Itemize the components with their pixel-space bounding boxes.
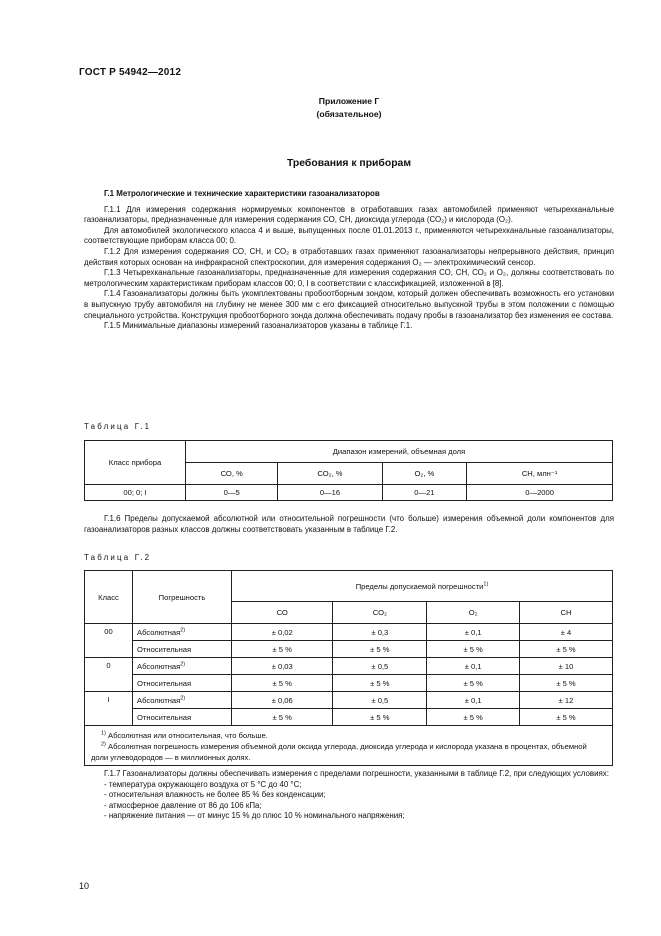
table2-cell: ± 0,03 bbox=[232, 658, 333, 675]
document-header: ГОСТ Р 54942—2012 bbox=[79, 67, 182, 78]
table-g2 bbox=[84, 570, 613, 766]
paragraph-eco-class4: Для автомобилей экологического класса 4 и выше, выпущенных после 01.01.2013 г., применяются четырехканальные газоанализаторы, соответствующие приборам класса 00; 0. bbox=[84, 225, 614, 246]
paragraph-g116: Г.1.6 Пределы допускаемой абсолютной или относительной погрешности (что больше) измерения объемной доли компонентов для газоанализаторов разных классов должны соответствовать указанным в таблице Г.2. bbox=[84, 514, 614, 534]
appendix-heading bbox=[79, 95, 619, 121]
table2-cell: ± 5 % bbox=[232, 709, 333, 726]
table2-limits-note-ref: 1) bbox=[483, 580, 489, 587]
table2-cell: ± 5 % bbox=[427, 709, 520, 726]
table1-cell: 0—2000 bbox=[467, 485, 613, 501]
table-row bbox=[85, 658, 613, 675]
table2-cell: ± 5 % bbox=[333, 709, 427, 726]
table2-cell: ± 0,1 bbox=[427, 658, 520, 675]
table2-cell: ± 4 bbox=[520, 624, 613, 641]
paragraph-g113: Г.1.3 Четырехканальные газоанализаторы, предназначенные для измерения содержания СО, СН, СО₂ и О₂, должны соответствовать по метрологическим характеристикам приборам классов 00; 0, I в соответствии с классификацией, изложенной в [8]. bbox=[84, 268, 614, 288]
table2-col-co2: СО₂ bbox=[333, 602, 427, 624]
paragraph-g112: Г.1.2 Для измерения содержания СО, СН, и СО₂ в отработавших газах применяют газоанализаторы непрерывного действия, принцип действия которых основан на инфракрасной спектроскопии, для измерения содержания О₂ — электрохимический сенсор. bbox=[84, 246, 614, 267]
body-text-block-3 bbox=[84, 769, 614, 822]
table2-error-type: Относительная bbox=[133, 675, 232, 692]
page-number: 10 bbox=[79, 881, 90, 891]
footnote-ref: 2) bbox=[101, 741, 106, 748]
table2-col-co: СО bbox=[232, 602, 333, 624]
note-text: Абсолютная или относительная, что больше. bbox=[108, 731, 268, 740]
table2-cell: ± 5 % bbox=[520, 641, 613, 658]
error-type-label: Абсолютная bbox=[137, 661, 181, 671]
body-text-block-1 bbox=[84, 189, 614, 332]
table2-cell: ± 5 % bbox=[427, 675, 520, 692]
table2-class-cell: 0 bbox=[85, 658, 133, 692]
list-item: - напряжение питания — от минус 15 % до плюс 10 % номинального напряжения; bbox=[104, 811, 405, 821]
table2-error-type bbox=[133, 692, 232, 709]
footnote-ref: 1) bbox=[101, 730, 106, 737]
table1-class-header: Класс прибора bbox=[85, 441, 186, 485]
table2-note-1 bbox=[91, 730, 606, 741]
table2-notes bbox=[85, 726, 613, 766]
footnote-ref: 2) bbox=[180, 660, 186, 667]
list-item: - относительная влажность не более 85 % без конденсации; bbox=[104, 790, 326, 800]
table1-range-header: Диапазон измерений, объемная доля bbox=[186, 441, 613, 463]
table2-cell: ± 0,1 bbox=[427, 624, 520, 641]
table2-caption: Таблица Г.2 bbox=[84, 553, 152, 562]
note-text: Абсолютная погрешность измерения объемной доли оксида углерода, диоксида углерода и кислорода указана в процентах, объемной доли углеводородов — в миллионных долях. bbox=[91, 742, 587, 762]
footnote-ref: 2) bbox=[180, 626, 186, 633]
table2-cell: ± 5 % bbox=[520, 675, 613, 692]
table-row bbox=[85, 692, 613, 709]
table2-class-cell: I bbox=[85, 692, 133, 726]
table2-cell: ± 5 % bbox=[232, 641, 333, 658]
table1-cell: 0—5 bbox=[186, 485, 278, 501]
error-type-label: Абсолютная bbox=[137, 627, 181, 637]
footnote-ref: 2) bbox=[180, 694, 186, 701]
table2-limits-header-text: Пределы допускаемой погрешности bbox=[355, 581, 484, 591]
table2-cell: ± 5 % bbox=[232, 675, 333, 692]
table2-error-type bbox=[133, 658, 232, 675]
table-row bbox=[85, 675, 613, 692]
table2-cell: ± 0,5 bbox=[333, 658, 427, 675]
table2-cell: ± 10 bbox=[520, 658, 613, 675]
table-row bbox=[85, 709, 613, 726]
table2-class-cell: 00 bbox=[85, 624, 133, 658]
table2-note-2 bbox=[91, 741, 606, 763]
subsection-g1-heading: Г.1 Метрологические и технические характеристики газоанализаторов bbox=[104, 189, 380, 198]
table2-limits-header bbox=[232, 571, 613, 602]
list-item: - атмосферное давление от 86 до 106 кПа; bbox=[104, 800, 262, 810]
paragraph-g115: Г.1.5 Минимальные диапазоны измерений газоанализаторов указаны в таблице Г.1. bbox=[104, 321, 413, 331]
appendix-label: Приложение Г bbox=[318, 96, 380, 106]
table1-row-class: 00; 0; I bbox=[85, 485, 186, 501]
table-row bbox=[85, 624, 613, 641]
table2-cell: ± 5 % bbox=[333, 675, 427, 692]
table2-error-type: Относительная bbox=[133, 709, 232, 726]
table1-col-ch: СН, млн⁻¹ bbox=[467, 463, 613, 485]
table2-cell: ± 0,3 bbox=[333, 624, 427, 641]
table2-class-header: Класс bbox=[85, 571, 133, 624]
paragraph-g114: Г.1.4 Газоанализаторы должны быть укомплектованы пробоотборным зондом, который должен обеспечивать возможность его установки в выпускную трубу автомобиля на глубину не менее 300 мм с его фиксацией относительно выпускной трубы в этом положении с помощью специального устройства. Конструкция пробоотборного зонда должна обеспечивать подачу пробы в газоанализатор без изменения ее состава. bbox=[84, 289, 614, 320]
list-item: - температура окружающего воздуха от 5 °С до 40 °С; bbox=[104, 779, 302, 789]
table1-col-o2: О₂, % bbox=[382, 463, 467, 485]
body-text-block-2 bbox=[84, 514, 614, 535]
table2-col-o2: О₂ bbox=[427, 602, 520, 624]
table1-cell: 0—16 bbox=[278, 485, 382, 501]
table-g1 bbox=[84, 440, 613, 501]
table2-cell: ± 0,5 bbox=[333, 692, 427, 709]
table2-cell: ± 5 % bbox=[333, 641, 427, 658]
table1-col-co2: СО₂, % bbox=[278, 463, 382, 485]
table2-cell: ± 5 % bbox=[427, 641, 520, 658]
table2-cell: ± 12 bbox=[520, 692, 613, 709]
paragraph-g117: Г.1.7 Газоанализаторы должны обеспечивать измерения с пределами погрешности, указанными в таблице Г.2, при следующих условиях: bbox=[104, 769, 609, 778]
table2-error-header: Погрешность bbox=[133, 571, 232, 624]
paragraph-g111: Г.1.1 Для измерения содержания нормируемых компонентов в отработавших газах автомобилей применяют четырехканальные газоанализаторы, предназначенные для измерения содержания СО, СН, диоксида углерода (СО₂) и кислорода (О₂). bbox=[84, 204, 614, 225]
error-type-label: Абсолютная bbox=[137, 695, 181, 705]
appendix-status: (обязательное) bbox=[316, 109, 382, 119]
table-row bbox=[85, 641, 613, 658]
table2-cell: ± 0,1 bbox=[427, 692, 520, 709]
table2-cell: ± 0,06 bbox=[232, 692, 333, 709]
table1-caption: Таблица Г.1 bbox=[84, 422, 152, 431]
table2-error-type: Относительная bbox=[133, 641, 232, 658]
table2-cell: ± 5 % bbox=[520, 709, 613, 726]
table2-col-ch: СН bbox=[520, 602, 613, 624]
table1-cell: 0—21 bbox=[382, 485, 467, 501]
table1-col-co: СО, % bbox=[186, 463, 278, 485]
table2-error-type bbox=[133, 624, 232, 641]
table2-cell: ± 0,02 bbox=[232, 624, 333, 641]
section-title: Требования к приборам bbox=[286, 158, 412, 169]
